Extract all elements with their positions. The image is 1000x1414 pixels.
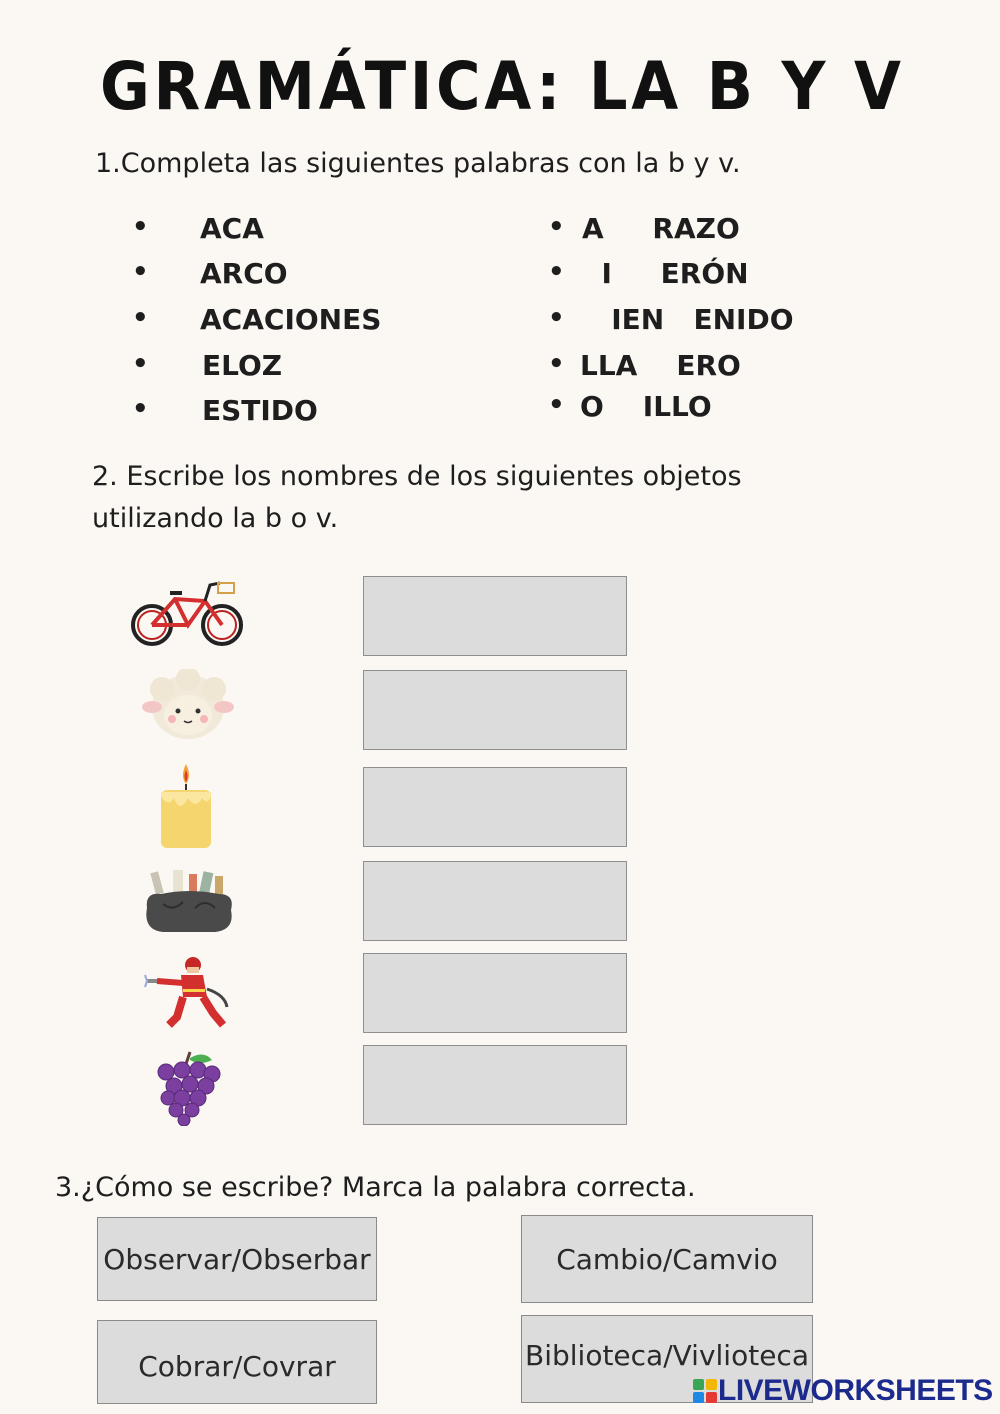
section3-heading: 3.¿Cómo se escribe? Marca la palabra correcta.	[55, 1172, 696, 1203]
choice-cambio[interactable]: Cambio/Camvio	[521, 1215, 813, 1303]
answer-box-6[interactable]	[363, 1045, 627, 1125]
bicycle-icon	[130, 575, 246, 650]
answer-box-4[interactable]	[363, 861, 627, 941]
sheep-icon	[140, 669, 235, 741]
choice-observar[interactable]: Observar/Obserbar	[97, 1217, 377, 1301]
answer-box-5[interactable]	[363, 953, 627, 1033]
candle-icon	[158, 762, 214, 852]
garbage-bag-icon	[143, 868, 235, 936]
liveworksheets-logo-icon	[692, 1378, 718, 1404]
choice-biblioteca[interactable]: Biblioteca/Vivlioteca	[521, 1315, 813, 1403]
grapes-icon	[152, 1050, 224, 1126]
liveworksheets-logo	[692, 1374, 993, 1408]
answer-box-3[interactable]	[363, 767, 627, 847]
choice-cobrar[interactable]: Cobrar/Covrar	[97, 1320, 377, 1404]
section1-heading: 1.Completa las siguientes palabras con la b y v.	[95, 148, 741, 179]
answer-box-1[interactable]	[363, 576, 627, 656]
answer-box-2[interactable]	[363, 670, 627, 750]
firefighter-icon	[143, 955, 233, 1033]
worksheet-title: GRAMÁTICA: LA B Y V	[100, 48, 905, 125]
liveworksheets-logo-text: LIVEWORKSHEETS	[718, 1374, 993, 1407]
section2-heading-line2: utilizando la b o v.	[92, 503, 339, 534]
section2-heading-line1: 2. Escribe los nombres de los siguientes objetos	[92, 461, 742, 492]
